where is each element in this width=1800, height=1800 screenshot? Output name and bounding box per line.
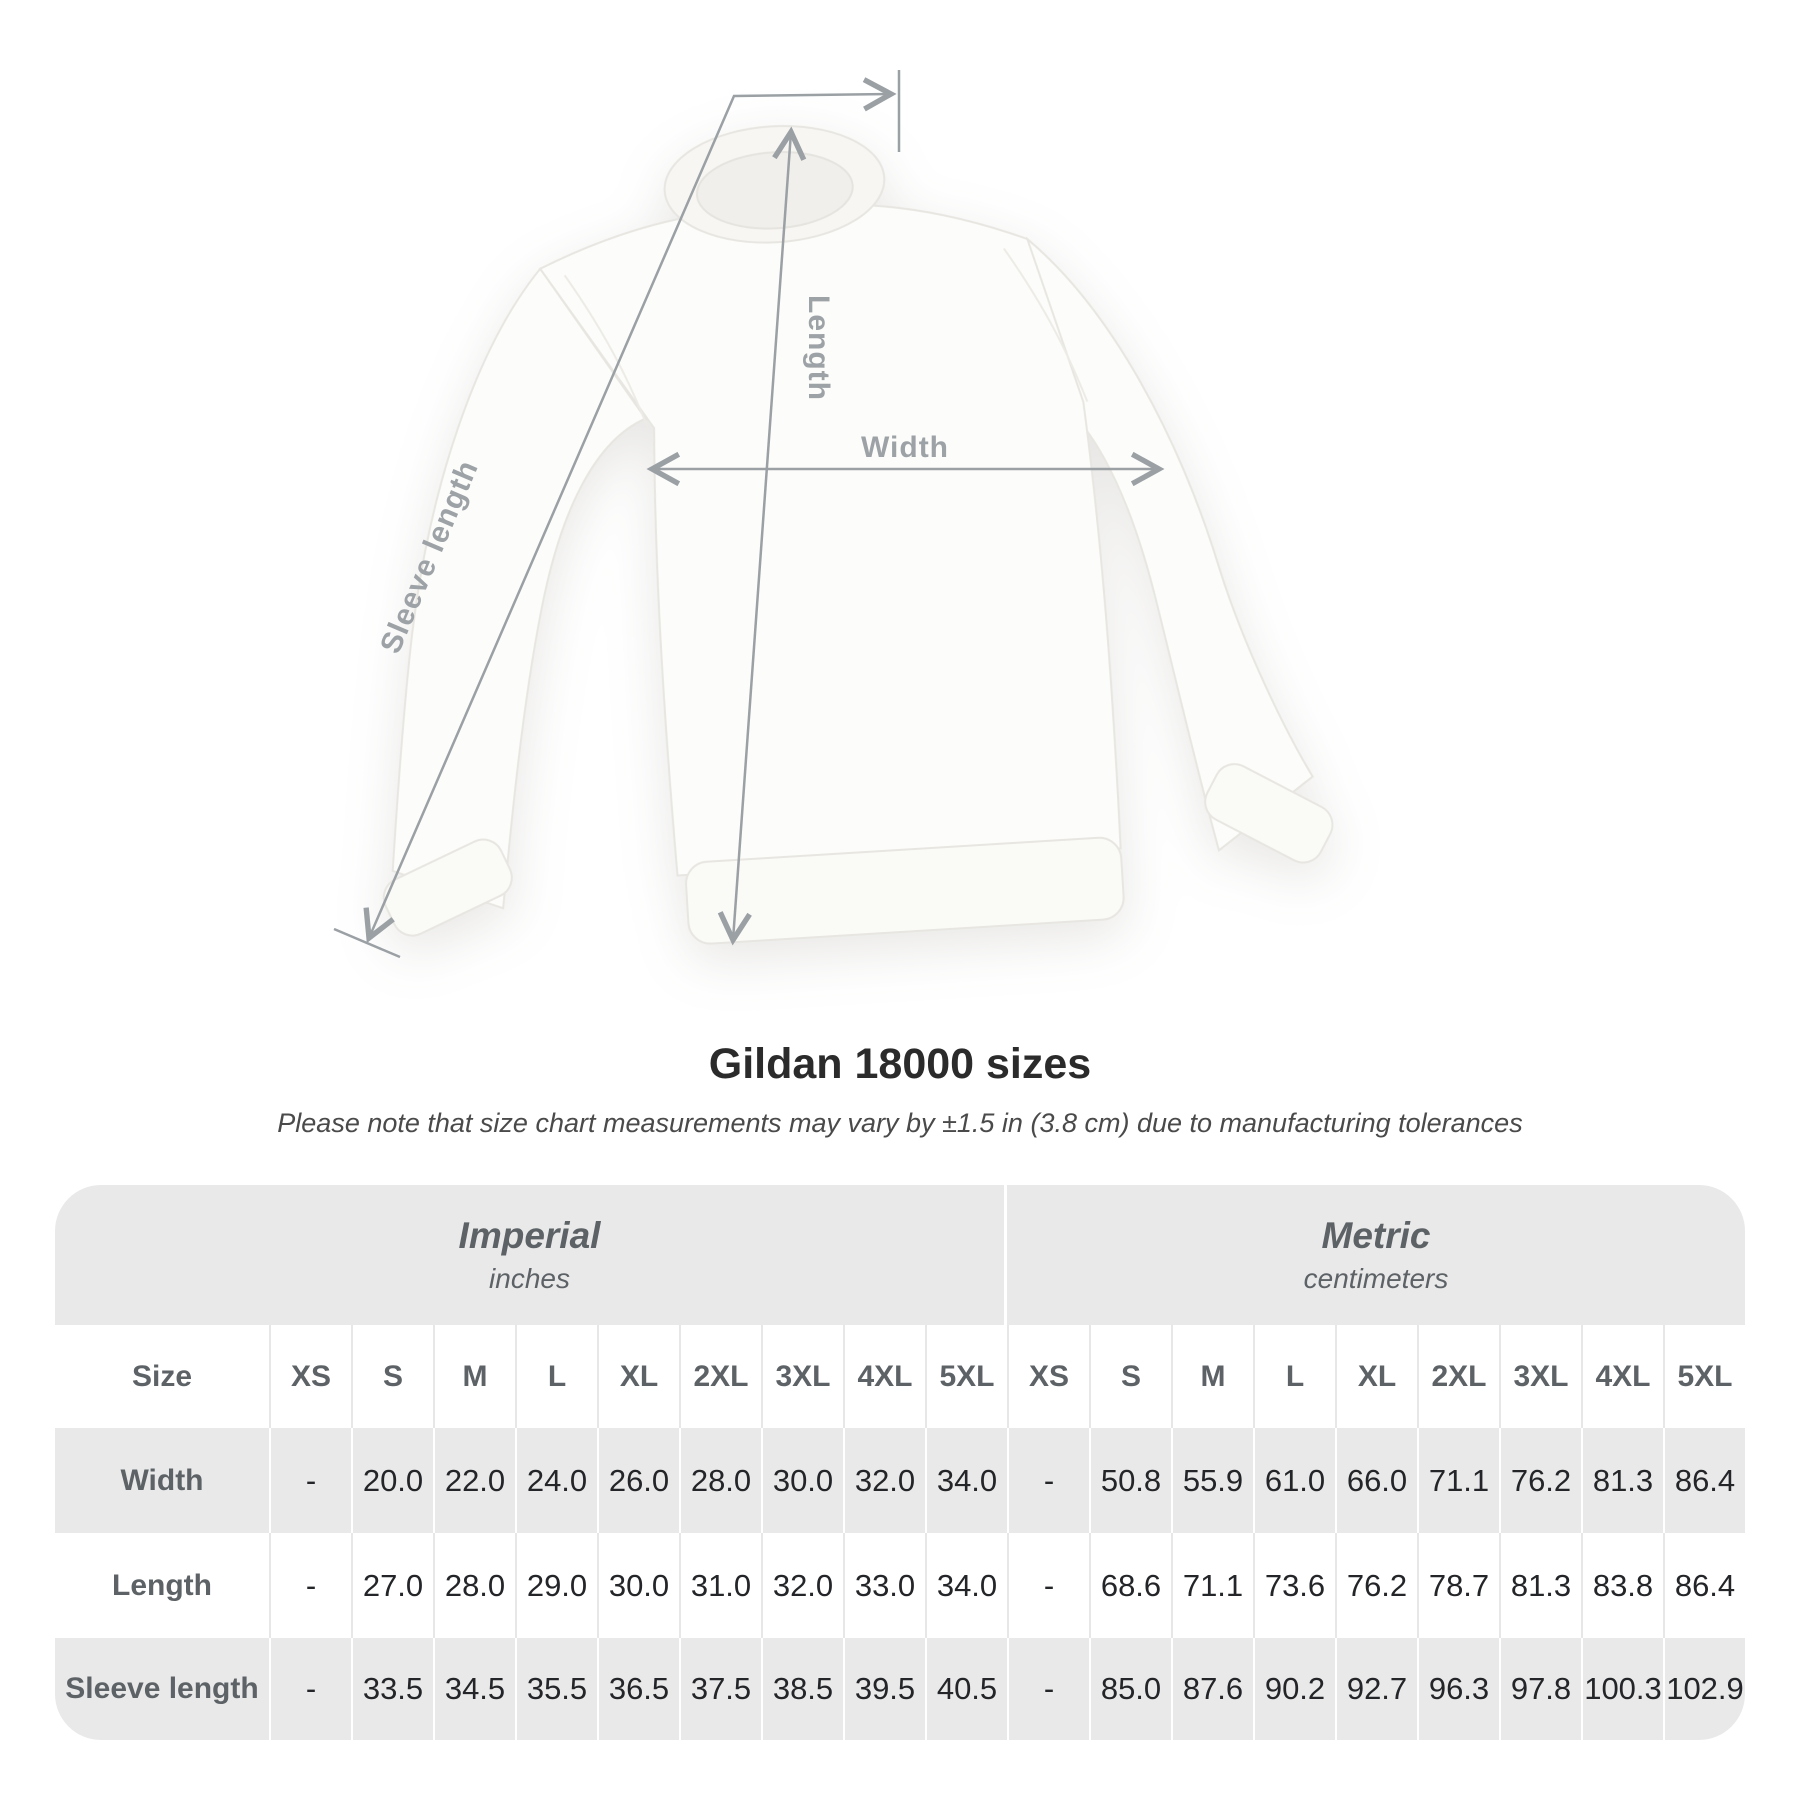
length-measure-label: Length: [802, 295, 835, 401]
width-measure-label: Width: [860, 431, 950, 464]
sleeve-length-metric-3xl: 97.8: [1499, 1638, 1581, 1740]
width-metric-4xl: 81.3: [1581, 1428, 1663, 1533]
length-imperial-s: 27.0: [351, 1533, 433, 1638]
size-header-imperial-s: S: [351, 1325, 433, 1428]
size-column-header: Size: [55, 1325, 269, 1428]
sleeve-length-imperial-xl: 36.5: [597, 1638, 679, 1740]
sleeve-length-imperial-5xl: 40.5: [925, 1638, 1007, 1740]
length-metric-xl: 76.2: [1335, 1533, 1417, 1638]
metric-unit-header: [1007, 1185, 1745, 1325]
length-imperial-4xl: 33.0: [843, 1533, 925, 1638]
length-imperial-2xl: 31.0: [679, 1533, 761, 1638]
sleeve-end-tick: [334, 929, 400, 957]
metric-unit: centimeters: [1303, 1263, 1449, 1294]
sleeve-length-metric-4xl: 100.3: [1581, 1638, 1663, 1740]
width-imperial-s: 20.0: [351, 1428, 433, 1533]
width-metric-xl: 66.0: [1335, 1428, 1417, 1533]
size-header-imperial-xs: XS: [269, 1325, 351, 1428]
size-header-imperial-4xl: 4XL: [843, 1325, 925, 1428]
width-imperial-4xl: 32.0: [843, 1428, 925, 1533]
length-imperial-l: 29.0: [515, 1533, 597, 1638]
sleeve-length-measure-label: Sleeve length: [374, 455, 486, 659]
sleeve-length-imperial-s: 33.5: [351, 1638, 433, 1740]
size-header-metric-3xl: 3XL: [1499, 1325, 1581, 1428]
length-imperial-5xl: 34.0: [925, 1533, 1007, 1638]
size-header-metric-l: L: [1253, 1325, 1335, 1428]
sleeve-length-metric-l: 90.2: [1253, 1638, 1335, 1740]
page-title: Gildan 18000 sizes: [708, 1040, 1092, 1088]
size-header-metric-5xl: 5XL: [1663, 1325, 1745, 1428]
row-label-length: Length: [55, 1533, 269, 1638]
width-imperial-xs: -: [269, 1428, 351, 1533]
width-metric-m: 55.9: [1171, 1428, 1253, 1533]
size-header-metric-m: M: [1171, 1325, 1253, 1428]
width-imperial-2xl: 28.0: [679, 1428, 761, 1533]
tolerance-note: Please note that size chart measurements may vary by ±1.5 in (3.8 cm) due to manufacturing tolerances: [277, 1108, 1523, 1138]
size-header-metric-2xl: 2XL: [1417, 1325, 1499, 1428]
length-metric-s: 68.6: [1089, 1533, 1171, 1638]
size-header-imperial-l: L: [515, 1325, 597, 1428]
width-metric-5xl: 86.4: [1663, 1428, 1745, 1533]
width-imperial-5xl: 34.0: [925, 1428, 1007, 1533]
sleeve-length-imperial-l: 35.5: [515, 1638, 597, 1740]
width-imperial-3xl: 30.0: [761, 1428, 843, 1533]
length-metric-xs: -: [1007, 1533, 1089, 1638]
torso: [537, 188, 1121, 882]
width-imperial-xl: 26.0: [597, 1428, 679, 1533]
size-header-metric-4xl: 4XL: [1581, 1325, 1663, 1428]
size-header-metric-xl: XL: [1335, 1325, 1417, 1428]
length-imperial-xs: -: [269, 1533, 351, 1638]
length-metric-4xl: 83.8: [1581, 1533, 1663, 1638]
metric-name: Metric: [1321, 1215, 1431, 1256]
sleeve-length-imperial-3xl: 38.5: [761, 1638, 843, 1740]
width-metric-l: 61.0: [1253, 1428, 1335, 1533]
imperial-name: Imperial: [458, 1215, 601, 1256]
length-metric-5xl: 86.4: [1663, 1533, 1745, 1638]
width-metric-2xl: 71.1: [1417, 1428, 1499, 1533]
sleeve-length-imperial-4xl: 39.5: [843, 1638, 925, 1740]
size-header-metric-s: S: [1089, 1325, 1171, 1428]
length-metric-l: 73.6: [1253, 1533, 1335, 1638]
sweatshirt-garment: [332, 94, 1345, 963]
sleeve-length-metric-5xl: 102.9: [1663, 1638, 1745, 1740]
width-metric-s: 50.8: [1089, 1428, 1171, 1533]
length-imperial-xl: 30.0: [597, 1533, 679, 1638]
size-chart-table: [55, 1185, 1745, 1740]
length-metric-3xl: 81.3: [1499, 1533, 1581, 1638]
length-metric-2xl: 78.7: [1417, 1533, 1499, 1638]
length-imperial-3xl: 32.0: [761, 1533, 843, 1638]
size-header-imperial-5xl: 5XL: [925, 1325, 1007, 1428]
size-header-metric-xs: XS: [1007, 1325, 1089, 1428]
size-header-imperial-2xl: 2XL: [679, 1325, 761, 1428]
sleeve-length-metric-xl: 92.7: [1335, 1638, 1417, 1740]
width-metric-3xl: 76.2: [1499, 1428, 1581, 1533]
sleeve-length-metric-s: 85.0: [1089, 1638, 1171, 1740]
sleeve-length-imperial-m: 34.5: [433, 1638, 515, 1740]
row-label-sleeve-length: Sleeve length: [55, 1638, 269, 1740]
sleeve-length-imperial-xs: -: [269, 1638, 351, 1740]
sleeve-length-metric-m: 87.6: [1171, 1638, 1253, 1740]
width-imperial-l: 24.0: [515, 1428, 597, 1533]
size-header-imperial-xl: XL: [597, 1325, 679, 1428]
length-imperial-m: 28.0: [433, 1533, 515, 1638]
imperial-unit-header: [55, 1185, 1007, 1325]
width-metric-xs: -: [1007, 1428, 1089, 1533]
size-header-imperial-3xl: 3XL: [761, 1325, 843, 1428]
sleeve-length-imperial-2xl: 37.5: [679, 1638, 761, 1740]
length-metric-m: 71.1: [1171, 1533, 1253, 1638]
row-label-width: Width: [55, 1428, 269, 1533]
width-imperial-m: 22.0: [433, 1428, 515, 1533]
imperial-unit: inches: [489, 1263, 570, 1294]
sleeve-length-metric-xs: -: [1007, 1638, 1089, 1740]
sleeve-length-metric-2xl: 96.3: [1417, 1638, 1499, 1740]
size-header-imperial-m: M: [433, 1325, 515, 1428]
